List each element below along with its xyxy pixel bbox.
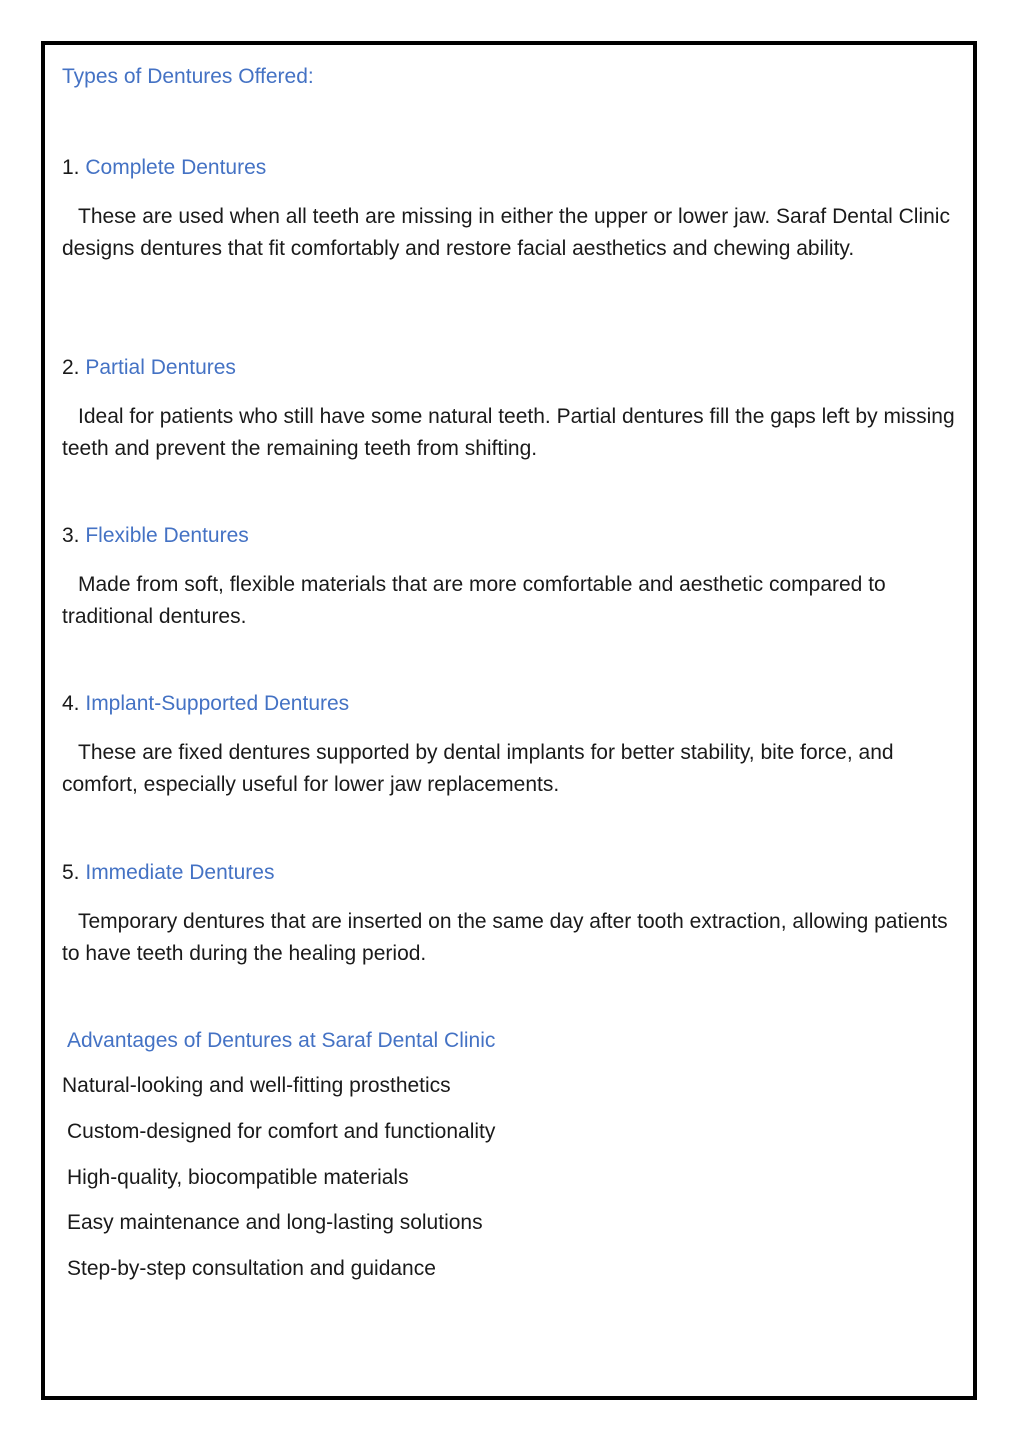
section-body: Temporary dentures that are inserted on the same day after tooth extraction, allowing patients to have teeth during the healing period. [62, 910, 948, 965]
document-title: Types of Dentures Offered: [62, 65, 314, 88]
section-heading [62, 523, 962, 549]
advantage-item: Natural-looking and well-fitting prosthetics [62, 1074, 451, 1097]
section-body: Ideal for patients who still have some natural teeth. Partial dentures fill the gaps left by missing teeth and prevent the remaining teeth from shifting. [62, 405, 955, 460]
advantages-heading: Advantages of Dentures at Saraf Dental Clinic [67, 1029, 496, 1052]
section-number: 4. [62, 692, 80, 715]
section-title: Implant-Supported Dentures [85, 692, 350, 715]
section-title: Flexible Dentures [85, 524, 249, 547]
section-body: These are used when all teeth are missing in either the upper or lower jaw. Saraf Dental Clinic designs dentures that fit comfortably and restore facial aesthetics and chewing ability. [62, 205, 950, 260]
advantage-item: Custom-designed for comfort and functionality [67, 1120, 496, 1143]
section-number: 3. [62, 524, 80, 547]
section-body: Made from soft, flexible materials that are more comfortable and aesthetic compared to traditional dentures. [62, 573, 886, 628]
section-heading [62, 860, 962, 886]
section-immediate-dentures [62, 860, 962, 969]
section-partial-dentures [62, 355, 962, 464]
section-flexible-dentures [62, 523, 962, 632]
section-number: 5. [62, 861, 80, 884]
section-title: Complete Dentures [85, 156, 267, 179]
section-title: Partial Dentures [85, 356, 236, 379]
advantage-item: Easy maintenance and long-lasting solutions [67, 1211, 483, 1234]
advantage-item: High-quality, biocompatible materials [67, 1166, 409, 1189]
section-heading [62, 155, 962, 181]
section-implant-supported-dentures [62, 691, 962, 800]
section-body: These are fixed dentures supported by dental implants for better stability, bite force, and comfort, especially useful for lower jaw replacements. [62, 741, 894, 796]
section-heading [62, 355, 962, 381]
section-title: Immediate Dentures [85, 861, 275, 884]
section-number: 1. [62, 156, 80, 179]
section-heading [62, 691, 962, 717]
section-number: 2. [62, 356, 80, 379]
section-complete-dentures [62, 155, 962, 264]
advantage-item: Step-by-step consultation and guidance [67, 1257, 436, 1280]
